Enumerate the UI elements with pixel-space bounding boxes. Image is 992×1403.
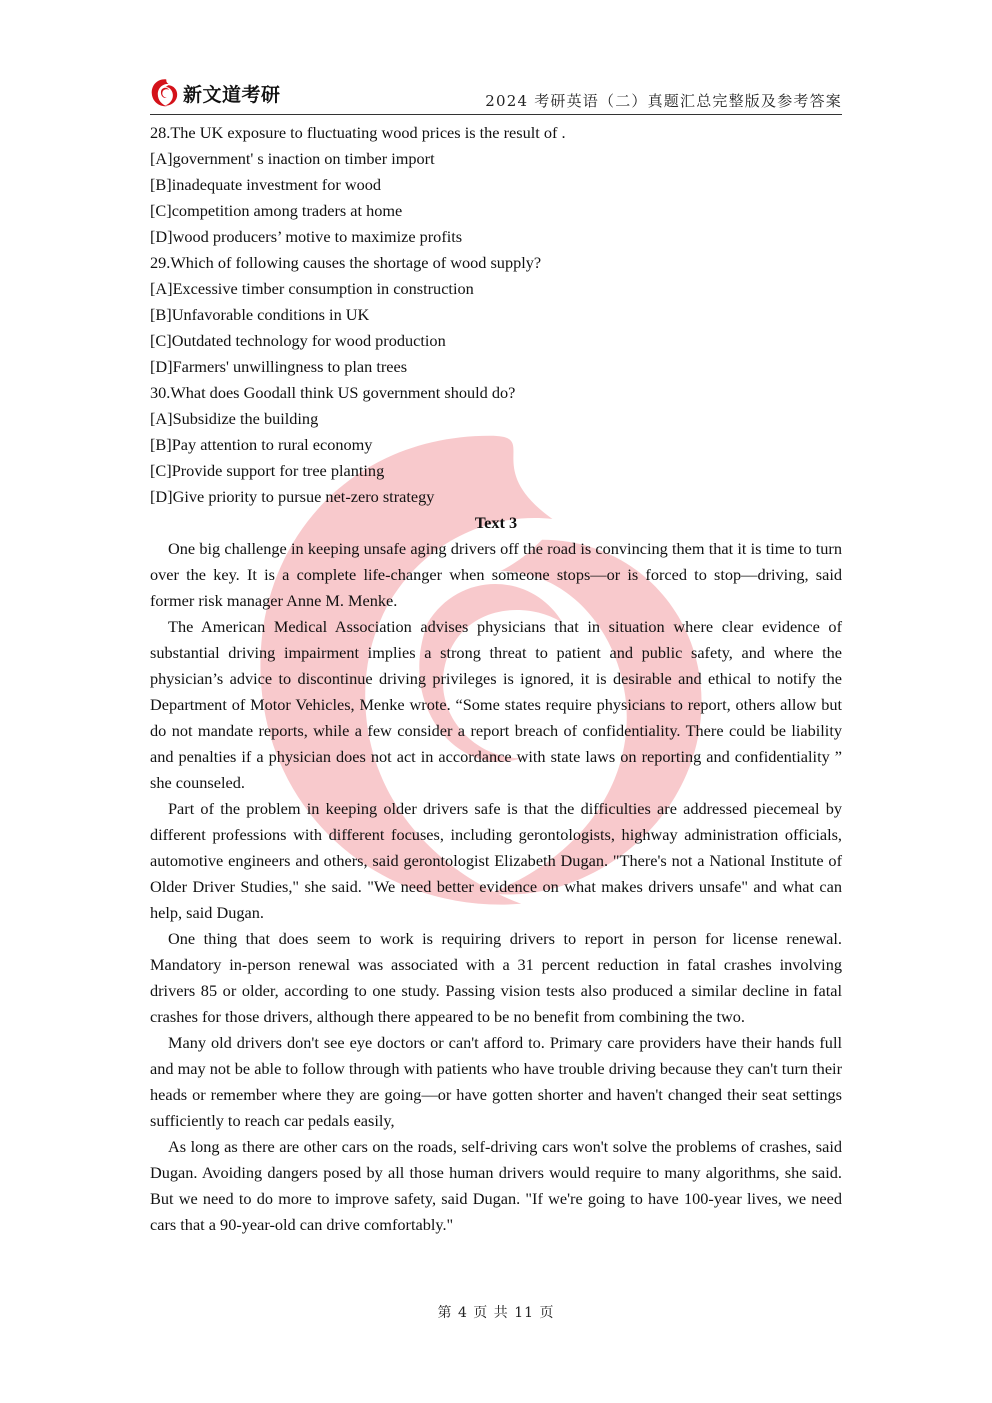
- question-option: [C]Provide support for tree planting: [150, 461, 385, 480]
- paragraph: The American Medical Association advises physicians that in situation where clear evidence of substantial driving impairment implies a strong threat to patient and public safety, and where the physician’s advice to discontinue driving privileges is ignored, it is desirable and ethical to notify the Department of Motor Vehicles, Menke wrote. “Some states require physicians to report, others allow but do not mandate reports, while a few consider a report breach of confidentiality. There could be liability and penalties if a physician does not act in accordance with state laws on reporting and confidentiality ” she counseled.: [150, 617, 842, 792]
- question-option: [C]Outdated technology for wood production: [150, 331, 446, 350]
- question-option: [A]government' s inaction on timber import: [150, 149, 435, 168]
- page-number: 第 4 页 共 11 页: [437, 1305, 555, 1321]
- question-option: [B]Pay attention to rural economy: [150, 435, 373, 454]
- section-title: Text 3: [474, 513, 518, 532]
- brand-logo: [150, 78, 281, 108]
- question-option: [D]wood producers’ motive to maximize profits: [150, 227, 463, 246]
- question-option: [D]Give priority to pursue net-zero strategy: [150, 487, 435, 506]
- question-stem: 28.The UK exposure to fluctuating wood prices is the result of .: [150, 123, 566, 142]
- paragraph: As long as there are other cars on the roads, self-driving cars won't solve the problems of crashes, said Dugan. Avoiding dangers posed by all those human drivers would require to many algorithms, she said. But we need to do more to improve safety, said Dugan. "If we're going to have 100-year lives, we need cars that a 90-year-old can drive comfortably.": [150, 1137, 842, 1234]
- question-stem: 30.What does Goodall think US government should do?: [150, 383, 516, 402]
- question-option: [A]Subsidize the building: [150, 409, 319, 428]
- document-title: 2024 考研英语（二）真题汇总完整版及参考答案: [485, 92, 842, 110]
- paragraph: One thing that does seem to work is requiring drivers to report in person for license renewal. Mandatory in-person renewal was associated with a 31 percent reduction in fatal crashes involving drivers 85 or older, according to one study. Passing vision tests also produced a similar decline in fatal crashes for those drivers, although there appeared to be no benefit from combining the two.: [150, 929, 842, 1026]
- paragraph: One big challenge in keeping unsafe aging drivers off the road is convincing them that it is time to turn over the key. It is a complete life-changer when someone stops—or is forced to stop—driving, said former risk manager Anne M. Menke.: [150, 539, 842, 610]
- question-option: [B]Unfavorable conditions in UK: [150, 305, 370, 324]
- page-content: [150, 120, 842, 1238]
- page-header: [150, 72, 842, 115]
- flame-logo-icon: [150, 78, 180, 108]
- paragraph: Many old drivers don't see eye doctors or can't afford to. Primary care providers have their hands full and may not be able to follow through with patients who have trouble driving because they can't turn their heads or remember where they are going—or have gotten shorter and haven't changed their seat settings sufficiently to reach car pedals easily,: [150, 1033, 842, 1130]
- question-option: [B]inadequate investment for wood: [150, 175, 382, 194]
- brand-name: 新文道考研: [183, 83, 281, 106]
- question-stem: 29.Which of following causes the shortage of wood supply?: [150, 253, 542, 272]
- question-option: [D]Farmers' unwillingness to plan trees: [150, 357, 408, 376]
- question-option: [A]Excessive timber consumption in construction: [150, 279, 474, 298]
- question-option: [C]competition among traders at home: [150, 201, 403, 220]
- paragraph: Part of the problem in keeping older drivers safe is that the difficulties are addressed piecemeal by different professions with different focuses, including gerontologists, highway administration officials, automotive engineers and others, said gerontologist Elizabeth Dugan. "There's not a National Institute of Older Driver Studies," she said. "We need better evidence on what makes drivers unsafe" and what can help, said Dugan.: [150, 799, 842, 922]
